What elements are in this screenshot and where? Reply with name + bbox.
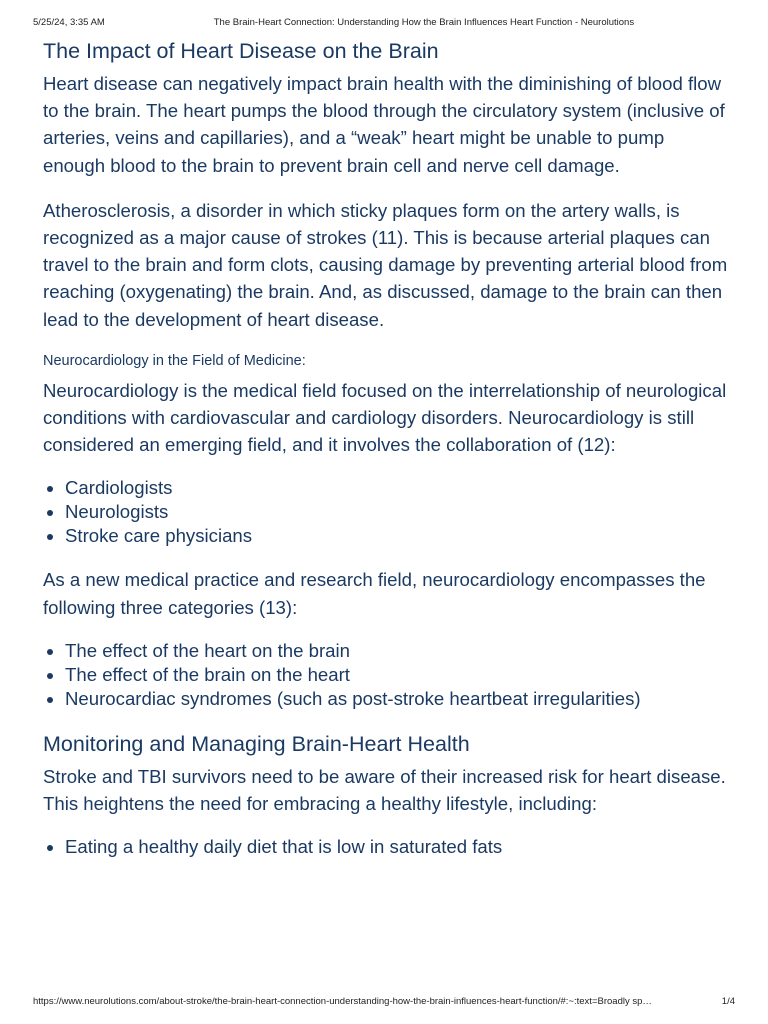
page-number: 1/4	[721, 996, 735, 1007]
subheading-neurocardiology: Neurocardiology in the Field of Medicine:	[43, 352, 306, 369]
paragraph-neurocardiology-definition: Neurocardiology is the medical field focused on the interrelationship of neurological conditions with cardiovascular and cardiology disorders. Neurocardiology is still considered an emerging field, and it involves the collaboration of (12):	[43, 379, 727, 456]
list-item: • Eating a healthy daily diet that is low in saturated fats	[65, 835, 730, 859]
print-datetime: 5/25/24, 3:35 AM	[33, 17, 105, 28]
list-item: • The effect of the brain on the heart	[65, 663, 730, 687]
list-item: • Stroke care physicians	[65, 524, 730, 548]
print-footer	[33, 996, 735, 1007]
list-collaborators	[43, 476, 730, 548]
paragraph-atherosclerosis: Atherosclerosis, a disorder in which sticky plaques form on the artery walls, is recognized as a major cause of strokes (11). This is because arterial plaques can travel to the brain and form clots, causing damage by preventing arterial blood from reaching (oxygenating) the brain. And, as discussed, damage to the brain can then lead to the development of heart disease.	[43, 199, 728, 330]
section-heading-heart-disease-impact: The Impact of Heart Disease on the Brain	[43, 39, 439, 63]
article-content	[43, 36, 730, 877]
paragraph-categories-intro: As a new medical practice and research field, neurocardiology encompasses the following three categories (13):	[43, 569, 706, 618]
list-item: • Neurologists	[65, 500, 730, 524]
list-item: • Neurocardiac syndromes (such as post-stroke heartbeat irregularities)	[65, 687, 730, 711]
print-header	[33, 17, 735, 28]
list-item: • The effect of the heart on the brain	[65, 639, 730, 663]
list-item: • Cardiologists	[65, 476, 730, 500]
list-categories	[43, 639, 730, 711]
section-heading-monitoring: Monitoring and Managing Brain-Heart Health	[43, 731, 470, 756]
print-url[interactable]: https://www.neurolutions.com/about-stroke/the-brain-heart-connection-understanding-how-the-brain-influences-heart-function/#:~:text=Broadly sp…	[33, 996, 652, 1007]
paragraph-blood-flow: Heart disease can negatively impact brain health with the diminishing of blood flow to the brain. The heart pumps the blood through the circulatory system (inclusive of arteries, veins and capillaries), and a “weak” heart might be unable to pump enough blood to the brain to prevent brain cell and nerve cell damage.	[43, 73, 725, 176]
list-healthy-lifestyle	[43, 835, 730, 859]
print-page-title: The Brain-Heart Connection: Understanding How the Brain Influences Heart Function - Neurolutions	[213, 17, 635, 28]
paragraph-survivors-risk: Stroke and TBI survivors need to be aware of their increased risk for heart disease. This heightens the need for embracing a healthy lifestyle, including:	[43, 765, 726, 815]
